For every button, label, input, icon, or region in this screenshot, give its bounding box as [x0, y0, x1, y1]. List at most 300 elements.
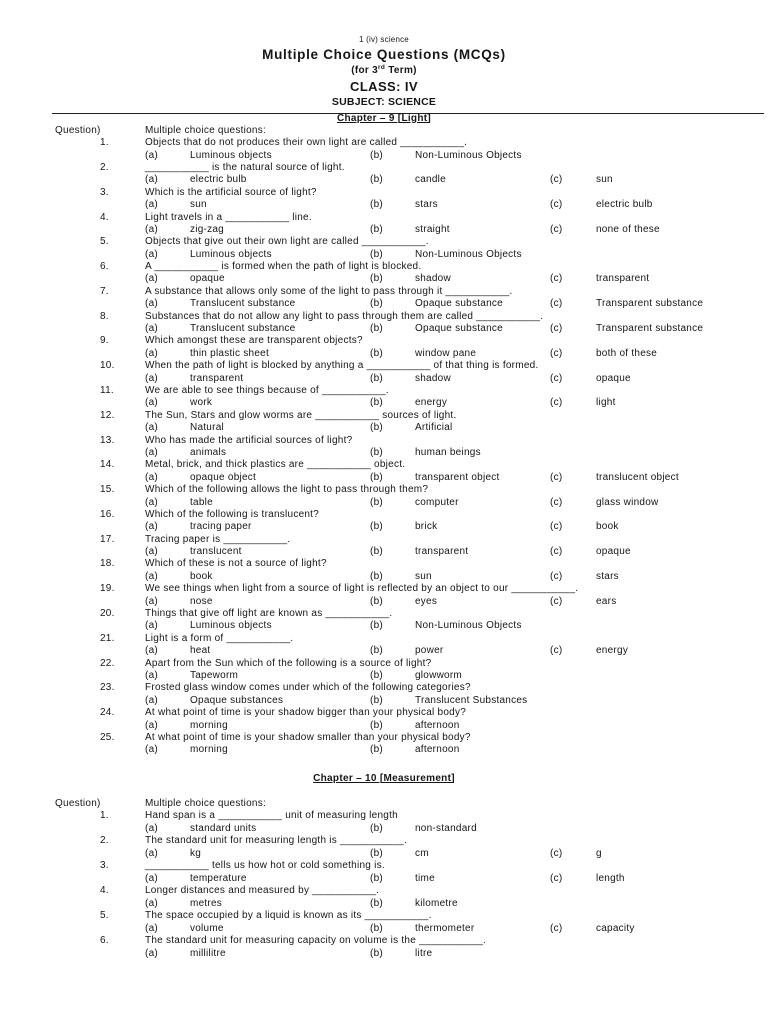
question-number: 3. [100, 186, 109, 198]
question-text: Who has made the artificial sources of light? [145, 434, 353, 446]
question-row [0, 311, 768, 323]
question-row [0, 360, 768, 372]
question-number: 5. [100, 236, 109, 248]
question-text: Which of the following is translucent? [145, 508, 320, 520]
option-a-text: tracing paper [190, 521, 252, 533]
option-a-text: opaque object [190, 471, 257, 483]
question-text: ___________ is the natural source of light. [145, 161, 345, 173]
option-a-label: (a) [145, 372, 158, 384]
question-number: 11. [100, 385, 114, 396]
option-a-text: standard units [190, 822, 257, 834]
option-b-label: (b) [370, 947, 383, 959]
option-c-text: stars [596, 570, 619, 582]
question-row [0, 534, 768, 546]
option-b-label: (b) [370, 397, 383, 409]
option-a-text: millilitre [190, 947, 226, 959]
option-a-label: (a) [145, 947, 158, 959]
option-b-label: (b) [370, 223, 383, 235]
option-a-label: (a) [145, 298, 158, 310]
option-b-label: (b) [370, 422, 383, 434]
options-row [0, 695, 768, 707]
option-a-label: (a) [145, 347, 158, 359]
question-row [0, 410, 768, 422]
question-text: Apart from the Sun which of the following is a source of light? [145, 657, 432, 669]
question-number: 1. [100, 137, 109, 149]
option-c-text: opaque [596, 372, 631, 384]
question-number: 23. [100, 682, 115, 694]
options-row [0, 823, 768, 836]
option-a-label: (a) [145, 744, 158, 756]
question-number: 21. [100, 632, 115, 644]
question-text: ___________ tells us how hot or cold something is. [145, 860, 385, 872]
option-b-text: Opaque substance [415, 323, 503, 335]
chapter-heading: Chapter – 9 [Light] [336, 112, 432, 124]
option-b-text: computer [415, 496, 459, 508]
option-c-text: opaque [596, 546, 631, 558]
option-b-label: (b) [370, 347, 383, 359]
question-text: Which of these is not a source of light? [145, 558, 327, 570]
options-row [0, 174, 768, 186]
options-row [0, 571, 768, 583]
instructions-row [0, 125, 768, 137]
question-row [0, 707, 768, 719]
options-row [0, 873, 768, 886]
option-c-label: (c) [550, 471, 563, 483]
options-row [0, 373, 768, 385]
option-b-text: window pane [415, 347, 477, 359]
question-row [0, 484, 768, 496]
option-b-text: afternoon [415, 719, 460, 731]
option-b-text: Opaque substance [415, 298, 503, 310]
question-text: The standard unit for measuring capacity on volume is the ___________. [145, 935, 487, 947]
option-c-text: both of these [596, 347, 658, 359]
options-row [0, 199, 768, 211]
option-b-label: (b) [370, 694, 383, 706]
option-a-text: zig-zag [190, 223, 224, 235]
option-c-label: (c) [550, 298, 563, 310]
option-b-text: stars [415, 199, 438, 211]
chapter-heading: Chapter – 10 [Measurement] [313, 772, 455, 784]
option-c-text: g [596, 847, 602, 859]
options-row [0, 720, 768, 732]
option-b-label: (b) [370, 323, 383, 335]
option-a-label: (a) [145, 422, 158, 434]
question-row [0, 835, 768, 848]
option-b-label: (b) [370, 446, 383, 458]
option-a-text: translucent [190, 546, 242, 558]
option-a-label: (a) [145, 323, 158, 335]
option-c-text: none of these [596, 223, 660, 235]
option-b-text: sun [415, 570, 432, 582]
option-b-text: litre [415, 947, 433, 959]
question-number: 6. [100, 261, 109, 273]
option-b-label: (b) [370, 669, 383, 681]
option-a-label: (a) [145, 397, 158, 409]
option-c-text: translucent object [596, 471, 679, 483]
option-b-label: (b) [370, 199, 383, 211]
question-row [0, 187, 768, 199]
question-row [0, 509, 768, 521]
instructions-row [0, 798, 768, 811]
option-a-text: sun [190, 199, 207, 211]
question-text: The Sun, Stars and glow worms are ___________ sources of light. [145, 409, 457, 421]
question-row [0, 682, 768, 694]
question-number: 2. [100, 835, 109, 847]
option-a-text: nose [190, 595, 213, 607]
option-a-text: morning [190, 719, 228, 731]
option-c-label: (c) [550, 872, 563, 884]
document-title: Multiple Choice Questions (MCQs) [262, 47, 506, 62]
option-c-label: (c) [550, 546, 563, 558]
question-number: 12. [100, 409, 115, 421]
question-row [0, 810, 768, 823]
question-number: 7. [100, 285, 109, 297]
option-a-text: transparent [190, 372, 244, 384]
question-text: Tracing paper is ___________. [145, 533, 291, 545]
question-number: 6. [100, 935, 109, 947]
option-b-text: Non-Luminous Objects [415, 248, 522, 260]
question-row [0, 633, 768, 645]
option-a-text: Translucent substance [190, 323, 296, 335]
option-a-text: electric bulb [190, 174, 247, 186]
option-c-text: book [596, 521, 619, 533]
question-label: Question) [55, 124, 101, 136]
option-a-label: (a) [145, 521, 158, 533]
option-c-text: Transparent substance [596, 323, 704, 335]
term-ordinal-suffix: rd [378, 64, 386, 71]
options-row [0, 422, 768, 434]
question-number: 18. [100, 558, 115, 570]
option-b-text: shadow [415, 273, 451, 285]
question-number: 10. [100, 360, 115, 372]
option-a-text: Tapeworm [190, 669, 239, 681]
option-a-text: morning [190, 744, 228, 756]
option-a-text: Luminous objects [190, 620, 272, 632]
option-a-label: (a) [145, 149, 158, 161]
question-text: Objects that do not produces their own light are called ___________. [145, 137, 468, 149]
option-b-label: (b) [370, 847, 383, 859]
options-row [0, 898, 768, 911]
option-b-label: (b) [370, 645, 383, 657]
option-c-label: (c) [550, 847, 563, 859]
question-number: 24. [100, 707, 115, 719]
question-row [0, 459, 768, 471]
option-a-label: (a) [145, 546, 158, 558]
option-c-label: (c) [550, 273, 563, 285]
question-text: Metal, brick, and thick plastics are ___________ object. [145, 459, 406, 471]
option-b-label: (b) [370, 496, 383, 508]
option-c-text: Transparent substance [596, 298, 704, 310]
option-a-text: heat [190, 645, 211, 657]
option-b-text: transparent [415, 546, 469, 558]
option-a-text: table [190, 496, 213, 508]
question-row [0, 385, 768, 397]
options-row [0, 546, 768, 558]
option-a-label: (a) [145, 922, 158, 934]
option-a-label: (a) [145, 223, 158, 235]
question-text: A ___________ is formed when the path of light is blocked. [145, 261, 422, 273]
question-row [0, 212, 768, 224]
option-c-label: (c) [550, 570, 563, 582]
question-number: 17. [100, 533, 115, 545]
option-b-label: (b) [370, 546, 383, 558]
option-a-text: metres [190, 897, 223, 909]
option-c-label: (c) [550, 397, 563, 409]
options-row [0, 670, 768, 682]
term-suffix: Term) [385, 65, 417, 76]
options-row [0, 596, 768, 608]
question-text: Which amongst these are transparent objects? [145, 335, 363, 347]
option-b-label: (b) [370, 822, 383, 834]
question-row [0, 286, 768, 298]
option-c-text: light [596, 397, 616, 409]
question-text: We see things when light from a source of light is reflected by an object to our ___________. [145, 583, 579, 595]
option-b-text: thermometer [415, 922, 475, 934]
option-b-label: (b) [370, 570, 383, 582]
option-c-text: energy [596, 645, 629, 657]
option-b-label: (b) [370, 744, 383, 756]
question-row [0, 558, 768, 570]
question-text: The space occupied by a liquid is known as its ___________. [145, 910, 432, 922]
option-b-text: energy [415, 397, 448, 409]
question-number: 5. [100, 910, 109, 922]
option-a-label: (a) [145, 496, 158, 508]
option-c-text: capacity [596, 922, 635, 934]
option-b-text: human beings [415, 446, 481, 458]
option-c-label: (c) [550, 199, 563, 211]
options-row [0, 620, 768, 632]
option-c-label: (c) [550, 496, 563, 508]
question-text: At what point of time is your shadow bigger than your physical body? [145, 707, 467, 719]
question-text: Substances that do not allow any light to pass through them are called ___________. [145, 310, 544, 322]
option-a-label: (a) [145, 694, 158, 706]
instructions: Multiple choice questions: [145, 124, 267, 136]
option-c-text: ears [596, 595, 617, 607]
subject-label: SUBJECT: SCIENCE [331, 96, 437, 108]
option-b-text: Non-Luminous Objects [415, 149, 522, 161]
class-label: CLASS: IV [350, 79, 418, 94]
question-row [0, 910, 768, 923]
options-row [0, 923, 768, 936]
option-b-text: shadow [415, 372, 451, 384]
option-c-text: sun [596, 174, 613, 186]
question-number: 22. [100, 657, 115, 669]
option-a-text: volume [190, 922, 224, 934]
question-number: 16. [100, 508, 115, 520]
option-a-label: (a) [145, 174, 158, 186]
option-b-text: eyes [415, 595, 438, 607]
question-row [0, 261, 768, 273]
option-a-text: animals [190, 446, 227, 458]
question-text: The standard unit for measuring length is ___________. [145, 835, 408, 847]
question-number: 1. [100, 810, 109, 822]
question-row [0, 608, 768, 620]
option-c-text: electric bulb [596, 199, 653, 211]
option-a-text: opaque [190, 273, 225, 285]
option-b-text: cm [415, 847, 429, 859]
question-row [0, 935, 768, 948]
question-number: 9. [100, 335, 109, 347]
option-b-text: straight [415, 223, 450, 235]
option-a-label: (a) [145, 248, 158, 260]
option-b-label: (b) [370, 174, 383, 186]
page-reference: 1 (iv) science [359, 35, 409, 44]
instructions: Multiple choice questions: [145, 797, 267, 809]
question-text: Light travels in a ___________ line. [145, 211, 312, 223]
option-c-label: (c) [550, 595, 563, 607]
option-a-text: Natural [190, 422, 224, 434]
question-row [0, 335, 768, 347]
option-b-text: time [415, 872, 435, 884]
option-c-label: (c) [550, 645, 563, 657]
options-row [0, 249, 768, 261]
option-a-label: (a) [145, 595, 158, 607]
option-a-label: (a) [145, 897, 158, 909]
option-a-text: Luminous objects [190, 248, 272, 260]
option-b-label: (b) [370, 471, 383, 483]
option-b-label: (b) [370, 273, 383, 285]
options-row [0, 447, 768, 459]
option-a-label: (a) [145, 822, 158, 834]
question-number: 4. [100, 211, 109, 223]
option-c-label: (c) [550, 174, 563, 186]
term-prefix: (for 3 [351, 65, 379, 76]
options-row [0, 348, 768, 360]
option-b-text: Non-Luminous Objects [415, 620, 522, 632]
option-b-label: (b) [370, 149, 383, 161]
option-b-label: (b) [370, 248, 383, 260]
option-c-label: (c) [550, 223, 563, 235]
option-a-text: kg [190, 847, 202, 859]
option-a-text: Opaque substances [190, 694, 284, 706]
options-row [0, 298, 768, 310]
options-row [0, 744, 768, 756]
question-text: Which of the following allows the light to pass through them? [145, 484, 429, 496]
question-list [0, 125, 768, 757]
option-a-label: (a) [145, 446, 158, 458]
option-a-text: work [190, 397, 213, 409]
question-row [0, 860, 768, 873]
option-a-text: Translucent substance [190, 298, 296, 310]
option-a-label: (a) [145, 570, 158, 582]
option-a-label: (a) [145, 199, 158, 211]
question-text: Which is the artificial source of light? [145, 186, 317, 198]
option-a-text: Luminous objects [190, 149, 272, 161]
option-b-text: candle [415, 174, 446, 186]
option-b-label: (b) [370, 897, 383, 909]
option-c-label: (c) [550, 323, 563, 335]
option-a-label: (a) [145, 620, 158, 632]
option-b-text: brick [415, 521, 438, 533]
options-row [0, 948, 768, 961]
question-row [0, 162, 768, 174]
options-row [0, 323, 768, 335]
question-number: 19. [100, 583, 115, 595]
option-a-label: (a) [145, 847, 158, 859]
option-b-label: (b) [370, 620, 383, 632]
option-c-label: (c) [550, 347, 563, 359]
question-text: Longer distances and measured by ___________. [145, 885, 380, 897]
option-c-text: transparent [596, 273, 650, 285]
option-a-text: temperature [190, 872, 247, 884]
option-c-label: (c) [550, 521, 563, 533]
option-b-text: power [415, 645, 444, 657]
options-row [0, 273, 768, 285]
option-a-text: book [190, 570, 213, 582]
question-row [0, 435, 768, 447]
question-text: Objects that give out their own light are called ___________. [145, 236, 429, 248]
option-b-label: (b) [370, 595, 383, 607]
option-b-text: Artificial [415, 422, 453, 434]
option-a-label: (a) [145, 645, 158, 657]
option-b-text: transparent object [415, 471, 500, 483]
question-number: 20. [100, 608, 115, 620]
options-row [0, 848, 768, 861]
question-number: 2. [100, 161, 109, 173]
options-row [0, 645, 768, 657]
option-b-text: glowworm [415, 669, 463, 681]
option-b-label: (b) [370, 372, 383, 384]
option-b-text: Translucent Substances [415, 694, 528, 706]
option-b-text: afternoon [415, 744, 460, 756]
question-text: When the path of light is blocked by anything a ___________ of that thing is formed. [145, 360, 539, 372]
option-b-text: non-standard [415, 822, 477, 834]
option-a-label: (a) [145, 273, 158, 285]
question-row [0, 658, 768, 670]
options-row [0, 224, 768, 236]
question-number: 15. [100, 484, 115, 496]
option-a-label: (a) [145, 669, 158, 681]
question-list [0, 798, 768, 961]
question-number: 14. [100, 459, 115, 471]
option-b-label: (b) [370, 719, 383, 731]
question-row [0, 137, 768, 149]
question-number: 13. [100, 434, 115, 446]
question-number: 3. [100, 860, 109, 872]
question-text: Frosted glass window comes under which of the following categories? [145, 682, 471, 694]
question-number: 25. [100, 731, 115, 743]
option-b-label: (b) [370, 298, 383, 310]
options-row [0, 521, 768, 533]
question-number: 4. [100, 885, 109, 897]
question-text: Light is a form of ___________. [145, 632, 294, 644]
question-label: Question) [55, 797, 101, 809]
option-a-label: (a) [145, 471, 158, 483]
options-row [0, 497, 768, 509]
term-label [0, 64, 768, 77]
question-number: 8. [100, 310, 109, 322]
options-row [0, 150, 768, 162]
option-c-label: (c) [550, 922, 563, 934]
question-row [0, 236, 768, 248]
option-a-label: (a) [145, 872, 158, 884]
question-row [0, 732, 768, 744]
question-row [0, 583, 768, 595]
question-text: Things that give off light are known as ___________. [145, 608, 393, 620]
question-text: At what point of time is your shadow smaller than your physical body? [145, 731, 471, 743]
options-row [0, 472, 768, 484]
option-a-text: thin plastic sheet [190, 347, 269, 359]
option-b-label: (b) [370, 872, 383, 884]
option-b-label: (b) [370, 521, 383, 533]
option-c-text: length [596, 872, 625, 884]
options-row [0, 397, 768, 409]
option-c-text: glass window [596, 496, 659, 508]
option-b-label: (b) [370, 922, 383, 934]
question-text: Hand span is a ___________ unit of measuring length [145, 810, 398, 822]
question-text: A substance that allows only some of the light to pass through it ___________. [145, 285, 513, 297]
option-b-text: kilometre [415, 897, 458, 909]
